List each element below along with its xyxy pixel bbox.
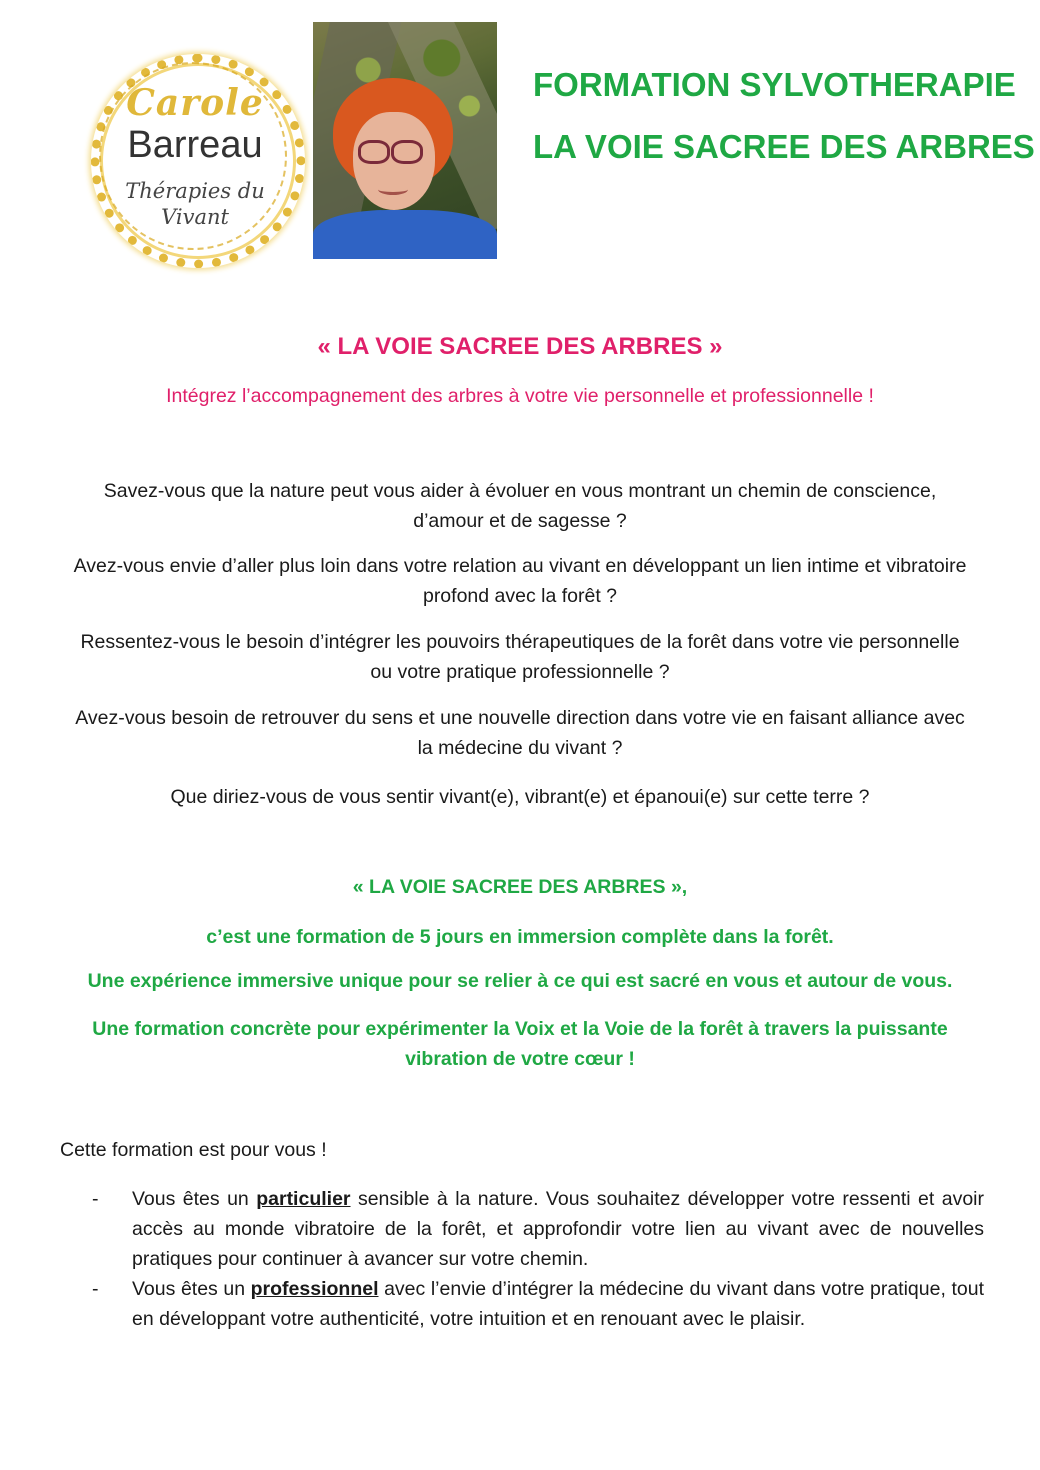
section-subtitle: Intégrez l’accompagnement des arbres à votre vie personnelle et professionnelle ! xyxy=(166,385,874,407)
question-line: Que diriez-vous de vous sentir vivant(e), vibrant(e) et épanoui(e) sur cette terre ? xyxy=(170,786,870,808)
audience-list xyxy=(92,1184,984,1334)
bullet-keyword: professionnel xyxy=(250,1278,379,1300)
list-dash: - xyxy=(92,1188,99,1210)
list-item xyxy=(92,1274,984,1334)
question-line: la médecine du vivant ? xyxy=(417,737,623,759)
header-title-line2: LA VOIE SACREE DES ARBRES xyxy=(533,128,1035,165)
question-4 xyxy=(0,703,1040,763)
question-line: Savez-vous que la nature peut vous aider à évoluer en vous montrant un chemin de conscience, xyxy=(103,480,937,502)
green-title: « LA VOIE SACREE DES ARBRES », xyxy=(352,876,688,898)
question-2 xyxy=(0,551,1040,611)
list-item xyxy=(92,1184,984,1274)
logo-last-name: Barreau xyxy=(127,124,263,166)
bullet-text-pre: Vous êtes un xyxy=(132,1188,257,1210)
list-dash: - xyxy=(92,1278,99,1300)
question-3 xyxy=(0,627,1040,687)
bullet-text-post: avec l’envie d’intégrer la médecine du vivant dans votre pratique, tout en développant votre authenticité, votre intuition et en renouant avec le plaisir. xyxy=(132,1278,984,1330)
question-line: Avez-vous besoin de retrouver du sens et une nouvelle direction dans votre vie en faisant alliance avec xyxy=(75,707,965,729)
question-line: Avez-vous envie d’aller plus loin dans votre relation au vivant en développant un lien intime et vibratoire xyxy=(73,555,967,577)
bullet-text-post: sensible à la nature. Vous souhaitez développer votre ressenti et avoir accès au monde vibratoire de la forêt, et approfondir votre lien au vivant avec de nouvelles pratiques pour continuer à avancer sur votre chemin. xyxy=(132,1188,985,1270)
question-line: Ressentez-vous le besoin d’intégrer les pouvoirs thérapeutiques de la forêt dans votre vie personnelle xyxy=(80,631,960,653)
header-title-line1: FORMATION SYLVOTHERAPIE xyxy=(533,66,1016,103)
question-5 xyxy=(0,782,1040,812)
question-line: profond avec la forêt ? xyxy=(422,585,618,607)
question-line: ou votre pratique professionnelle ? xyxy=(370,661,670,683)
section-title: « LA VOIE SACREE DES ARBRES » xyxy=(317,333,723,360)
logo-tagline xyxy=(115,178,275,230)
logo-tagline-line1: Thérapies du xyxy=(125,179,265,203)
audience-intro: Cette formation est pour vous ! xyxy=(60,1139,327,1161)
question-line: d’amour et de sagesse ? xyxy=(413,510,627,532)
logo-first-name: Carole xyxy=(126,82,264,124)
green-line-duration: c’est une formation de 5 jours en immersion complète dans la forêt. xyxy=(206,926,834,948)
brand-logo xyxy=(85,48,305,268)
bullet-text-pre: Vous êtes un xyxy=(132,1278,251,1300)
green-line-concrete-b: vibration de votre cœur ! xyxy=(405,1048,635,1070)
question-1 xyxy=(0,476,1040,536)
portrait-photo xyxy=(313,22,497,259)
green-line-concrete-a: Une formation concrète pour expérimenter la Voix et la Voie de la forêt à travers la puissante xyxy=(92,1018,948,1040)
green-line-experience: Une expérience immersive unique pour se relier à ce qui est sacré en vous et autour de vous. xyxy=(87,970,953,992)
green-line-concrete xyxy=(0,1014,1040,1074)
bullet-keyword: particulier xyxy=(256,1188,351,1210)
logo-tagline-line2: Vivant xyxy=(161,205,229,229)
